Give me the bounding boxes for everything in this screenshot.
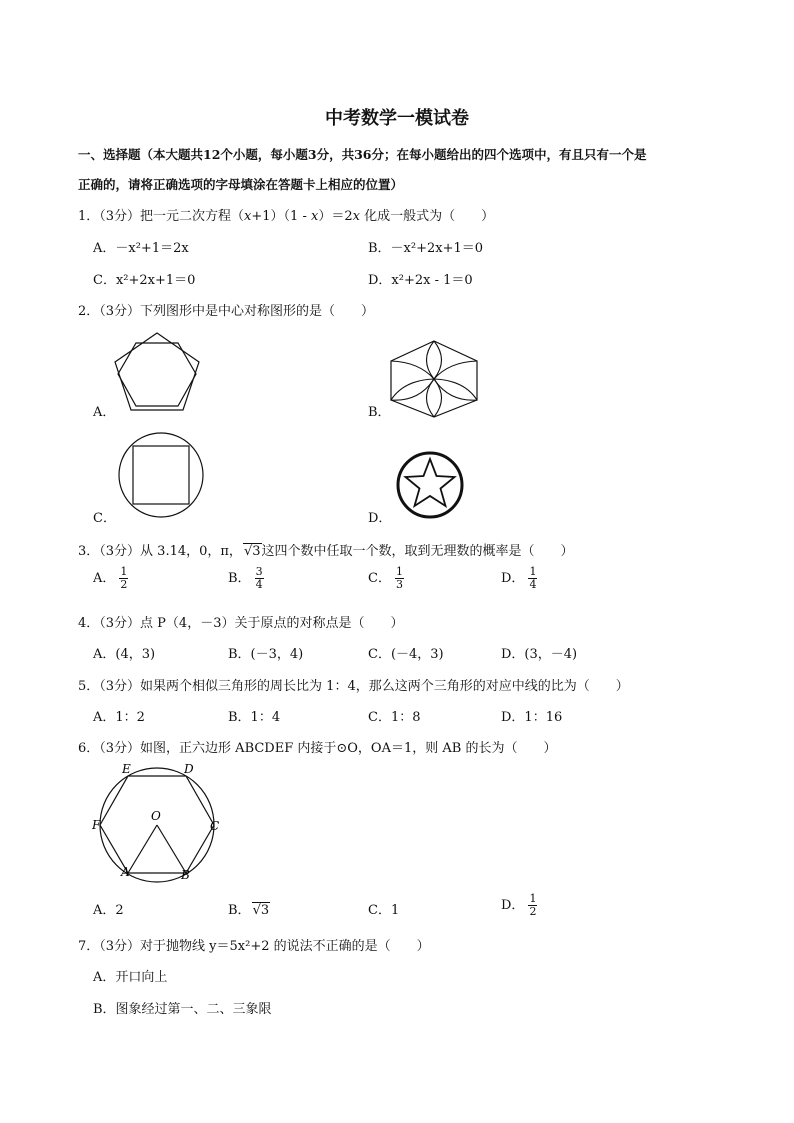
question-1-stem: 1．（3分）把一元二次方程（x+1）（1 - x）＝2x 化成一般式为（ ） [78, 209, 495, 224]
q6-label-a: A [121, 865, 130, 879]
q6-label-f: F [92, 818, 101, 832]
q6-label-d: D [184, 762, 194, 776]
q6-option-b: B． √3 [228, 903, 270, 918]
q5-option-b: B．1：4 [228, 710, 281, 725]
question-3-stem: 3．（3分）从 3.14，0，π， √3这四个数中任取一个数，取到无理数的概率是（ ） [78, 544, 574, 559]
q2-figure-d [395, 450, 465, 520]
q5-option-c: C．1：8 [368, 710, 421, 725]
q1-option-b: B．－x²+2x+1＝0 [368, 241, 484, 256]
page-title: 中考数学一模试卷 [325, 108, 469, 129]
q2-figure-c [115, 432, 207, 518]
q6-option-d: D． $\frac{1}{2}$ [501, 892, 537, 918]
q6-label-e: E [122, 762, 131, 776]
q2-option-a: A． [93, 405, 116, 420]
q6-hexagon-figure [90, 762, 225, 884]
q2-option-d: D． [368, 511, 392, 526]
q4-option-b: B．(－3，4) [228, 647, 304, 662]
q4-option-d: D．(3，－4) [501, 647, 578, 662]
q7-option-b: B．图象经过第一、二、三象限 [93, 1002, 272, 1017]
q1-option-c: C．x²+2x+1＝0 [93, 273, 196, 288]
q4-option-c: C．(－4，3) [368, 647, 444, 662]
q2-figure-b [389, 340, 479, 418]
q1-option-a: A．－x²+1＝2x [93, 241, 189, 256]
q2-option-c: C． [93, 511, 116, 526]
q1-option-d: D．x²+2x - 1＝0 [368, 273, 473, 288]
q3-option-c: C． $\frac{1}{3}$ [368, 565, 403, 591]
question-2-stem: 2．（3分）下列图形中是中心对称图形的是（ ） [78, 304, 375, 319]
question-5-stem: 5．（3分）如果两个相似三角形的周长比为 1：4，那么这两个三角形的对应中线的比为（ ） [78, 679, 629, 694]
question-4-stem: 4．（3分）点 P（4，－3）关于原点的对称点是（ ） [78, 616, 404, 631]
q3-option-b: B． $\frac{3}{4}$ [228, 565, 263, 591]
q6-label-b: B [181, 868, 190, 882]
q2-option-b: B． [368, 405, 391, 420]
question-6-stem: 6．（3分）如图，正六边形 ABCDEF 内接于⊙O，OA＝1，则 AB 的长为（ ） [78, 741, 557, 756]
q6-label-o: O [151, 809, 161, 823]
q5-option-a: A．1：2 [93, 710, 145, 725]
section-instructions-line1: 一、选择题（本大题共12个小题，每小题3分，共36分；在每小题给出的四个选项中，有且只有一个是 [78, 147, 647, 162]
q5-option-d: D．1：16 [501, 710, 563, 725]
q6-option-a: A．2 [93, 903, 124, 918]
section-instructions-line2: 正确的，请将正确选项的字母填涂在答题卡上相应的位置） [78, 177, 404, 192]
q6-label-c: C [210, 819, 220, 833]
q6-option-c: C．1 [368, 903, 400, 918]
q3-option-d: D． $\frac{1}{4}$ [501, 565, 537, 591]
q4-option-a: A．(4，3) [93, 647, 156, 662]
q3-option-a: A． $\frac{1}{2}$ [93, 565, 128, 591]
q2-figure-a [112, 330, 202, 414]
question-7-stem: 7．（3分）对于抛物线 y＝5x²+2 的说法不正确的是（ ） [78, 939, 430, 954]
q7-option-a: A．开口向上 [93, 970, 168, 985]
